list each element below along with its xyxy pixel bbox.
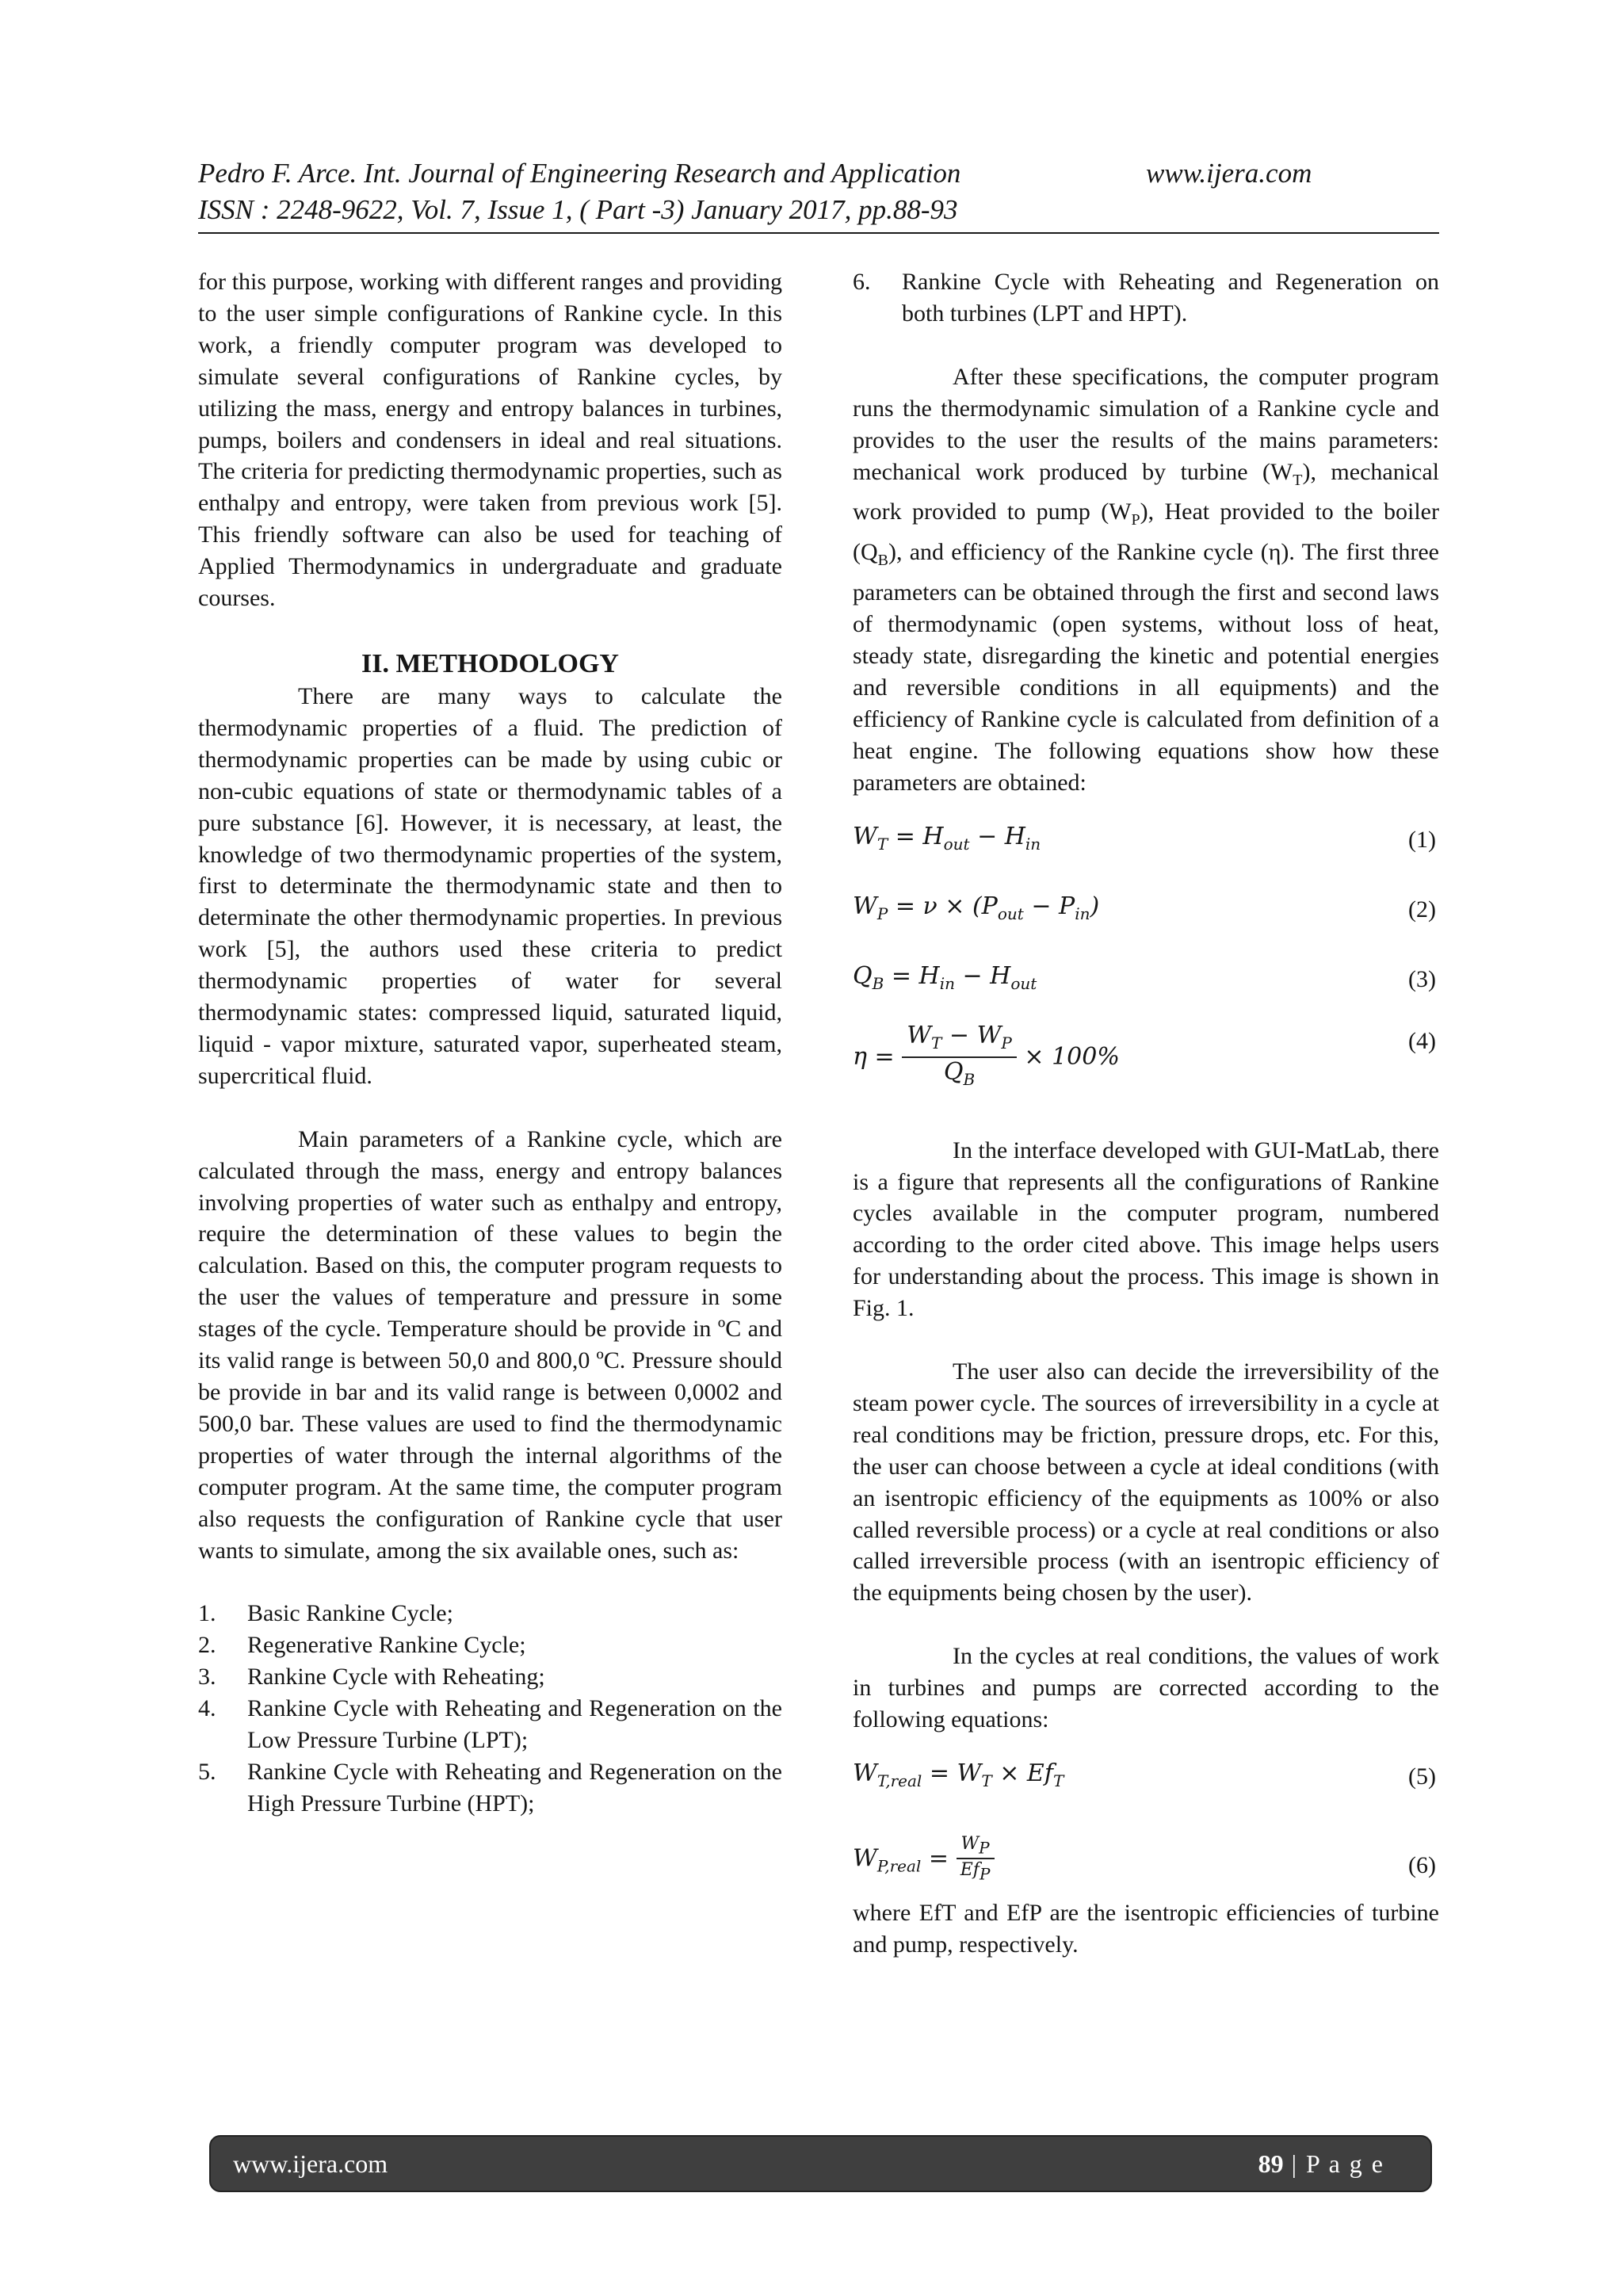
running-header <box>198 155 1439 228</box>
cycle-configurations-list <box>198 1598 782 1819</box>
spacer <box>853 1736 1439 1753</box>
spacer <box>853 1794 1439 1829</box>
equation-5-formula: $W_{T,real} = W_T \times Ef_T$ <box>853 1759 1064 1790</box>
spacer <box>853 927 1439 956</box>
equation-1-formula: $W_T = H_{out} - H_{in}$ <box>853 822 1041 854</box>
equation-number: (3) <box>1408 965 1436 992</box>
equation-3-formula: $Q_B = H_{in} - H_{out}$ <box>853 961 1037 993</box>
section-heading-methodology: II. METHODOLOGY <box>361 648 619 678</box>
spacer <box>198 1092 782 1124</box>
methodology-paragraph: There are many ways to calculate the thermodynamic properties of a fluid. The prediction of thermodynamic properties can be made by using cubic or non-cubic equations of state or thermodynamic tables of a pure substance [6]. However, it is necessary, at least, the knowledge of two thermodynamic properties of the system, first to determinate the thermodynamic state and then to determinate the other thermodynamic properties. In previous work [5], the authors used these criteria to predict thermodynamic properties of water for several thermodynamic states: compressed liquid, saturated liquid, liquid - vapor mixture, saturated vapor, superheated steam, supercritical fluid. <box>198 682 782 1089</box>
equation-number: (1) <box>1408 826 1436 853</box>
equation-3 <box>853 961 1439 992</box>
gui-paragraph: In the interface developed with GUI-MatLab, there is a figure that represents all the configurations of Rankine cycles available in the computer program, numbered according to the order cited above. This image helps users for understanding about the process. This image is shown in Fig. 1. <box>853 1137 1439 1322</box>
spacer <box>853 799 1439 816</box>
page-number: 89 | P a g e <box>1258 2149 1384 2178</box>
equation-1 <box>853 821 1439 853</box>
spacer <box>853 858 1439 886</box>
list-item: 4. Rankine Cycle with Reheating and Regeneration on the Low Pressure Turbine (LPT); <box>198 1695 782 1754</box>
footer-url[interactable]: www.ijera.com <box>233 2149 388 2178</box>
spacer <box>853 1609 1439 1641</box>
equation-number: (2) <box>1408 896 1436 923</box>
results-paragraph: After these specifications, the computer program runs the thermodynamic simulation of a Rankine cycle and provides to the user the results of the mains parameters: mechanical work produced by turbine $(W_T)$, mechanical work provided to pump $(W_P)$, Heat provided to the boiler $(Q_B)$, and efficiency of the Rankine cycle (η). The first three parameters can be obtained through the first and second laws of thermodynamic (open systems, without loss of heat, steady state, disregarding the kinetic and potential energies and reversible conditions in all equipments) and the efficiency of Rankine cycle is calculated from definition of a heat engine. The following equations show how these parameters are obtained: <box>853 363 1439 796</box>
list-item: 3. Rankine Cycle with Reheating; <box>198 1664 545 1690</box>
spacer <box>198 1566 782 1598</box>
parameters-paragraph: Main parameters of a Rankine cycle, which are calculated through the mass, energy and entropy balances involving properties of water such as enthalpy and entropy, require the determination of these values to begin the calculation. Based on this, the computer program requests to the user the values of temperature and pressure in some stages of the cycle. Temperature should be provide in ºC and its valid range is between 50,0 and 800,0 ºC. Pressure should be provide in bar and its valid range is between 0,0002 and 500,0 bar. These values are used to find the thermodynamic properties of water through the internal algorithms of the computer program. At the same time, the computer program also requests the configuration of Rankine cycle that user wants to simulate, among the six available ones, such as: <box>198 1125 782 1564</box>
left-column <box>198 266 782 1820</box>
irreversibility-paragraph: The user also can decide the irreversibility of the steam power cycle. The sources of irreversibility in a cycle at real conditions may be friction, pressure drops, etc. For this, the user can choose between a cycle at ideal conditions (with an isentropic efficiency of the equipments as 100% or also called reversible process) or a cycle at real conditions or also called irreversible process (with an isentropic efficiency of the equipments being chosen by the user). <box>853 1358 1439 1606</box>
list-item: 2. Regenerative Rankine Cycle; <box>198 1632 526 1659</box>
list-item: 5. Rankine Cycle with Reheating and Regeneration on the High Pressure Turbine (HPT); <box>198 1758 782 1817</box>
equation-4-formula: η = $\frac{W_T - W_P}{Q_B}$ × 100% <box>853 1021 1120 1089</box>
spacer <box>853 1100 1439 1135</box>
header-url[interactable]: www.ijera.com <box>1146 158 1312 189</box>
spacer <box>853 1324 1439 1356</box>
equation-2-formula: $W_P = \nu \times (P_{out} - P_{in})$ <box>853 892 1100 923</box>
list-item: 6. Rankine Cycle with Reheating and Regeneration on both turbines (LPT and HPT). <box>853 269 1439 327</box>
header-issn: ISSN : 2248-9622, Vol. 7, Issue 1, ( Part -3) January 2017, pp.88-93 <box>198 194 958 225</box>
cycle-configurations-list-continued <box>853 266 1439 330</box>
where-paragraph: where EfT and EfP are the isentropic efficiencies of turbine and pump, respectively. <box>853 1900 1439 1958</box>
equation-6 <box>853 1834 1439 1893</box>
equation-number: (5) <box>1408 1763 1436 1790</box>
page-footer <box>209 2135 1432 2192</box>
equation-5 <box>853 1758 1439 1790</box>
equation-2 <box>853 891 1439 923</box>
real-conditions-paragraph: In the cycles at real conditions, the values of work in turbines and pumps are corrected according to the following equations: <box>853 1643 1439 1733</box>
header-citation: Pedro F. Arce. Int. Journal of Engineering Research and Application <box>198 158 961 189</box>
intro-paragraph: for this purpose, working with different ranges and providing to the user simple configurations of Rankine cycle. In this work, a friendly computer program was developed to simulate several configurations of Rankine cycles, by utilizing the mass, energy and entropy balances in turbines, pumps, boilers and condensers in ideal and real situations. The criteria for predicting thermodynamic properties, such as enthalpy and entropy, were taken from previous work [5]. This friendly software can also be used for teaching of Applied Thermodynamics in undergraduate and graduate courses. <box>198 269 782 612</box>
equation-4 <box>853 1022 1439 1095</box>
right-column <box>853 266 1439 1961</box>
list-item: 1. Basic Rankine Cycle; <box>198 1600 453 1627</box>
spacer <box>853 330 1439 361</box>
equation-number: (6) <box>1408 1852 1436 1878</box>
equation-6-formula: $W_{P,real}$ = $\frac{W_P}{Ef_P}$ <box>853 1834 995 1885</box>
spacer <box>198 614 782 648</box>
header-rule <box>198 232 1439 234</box>
equation-number: (4) <box>1408 1027 1436 1054</box>
